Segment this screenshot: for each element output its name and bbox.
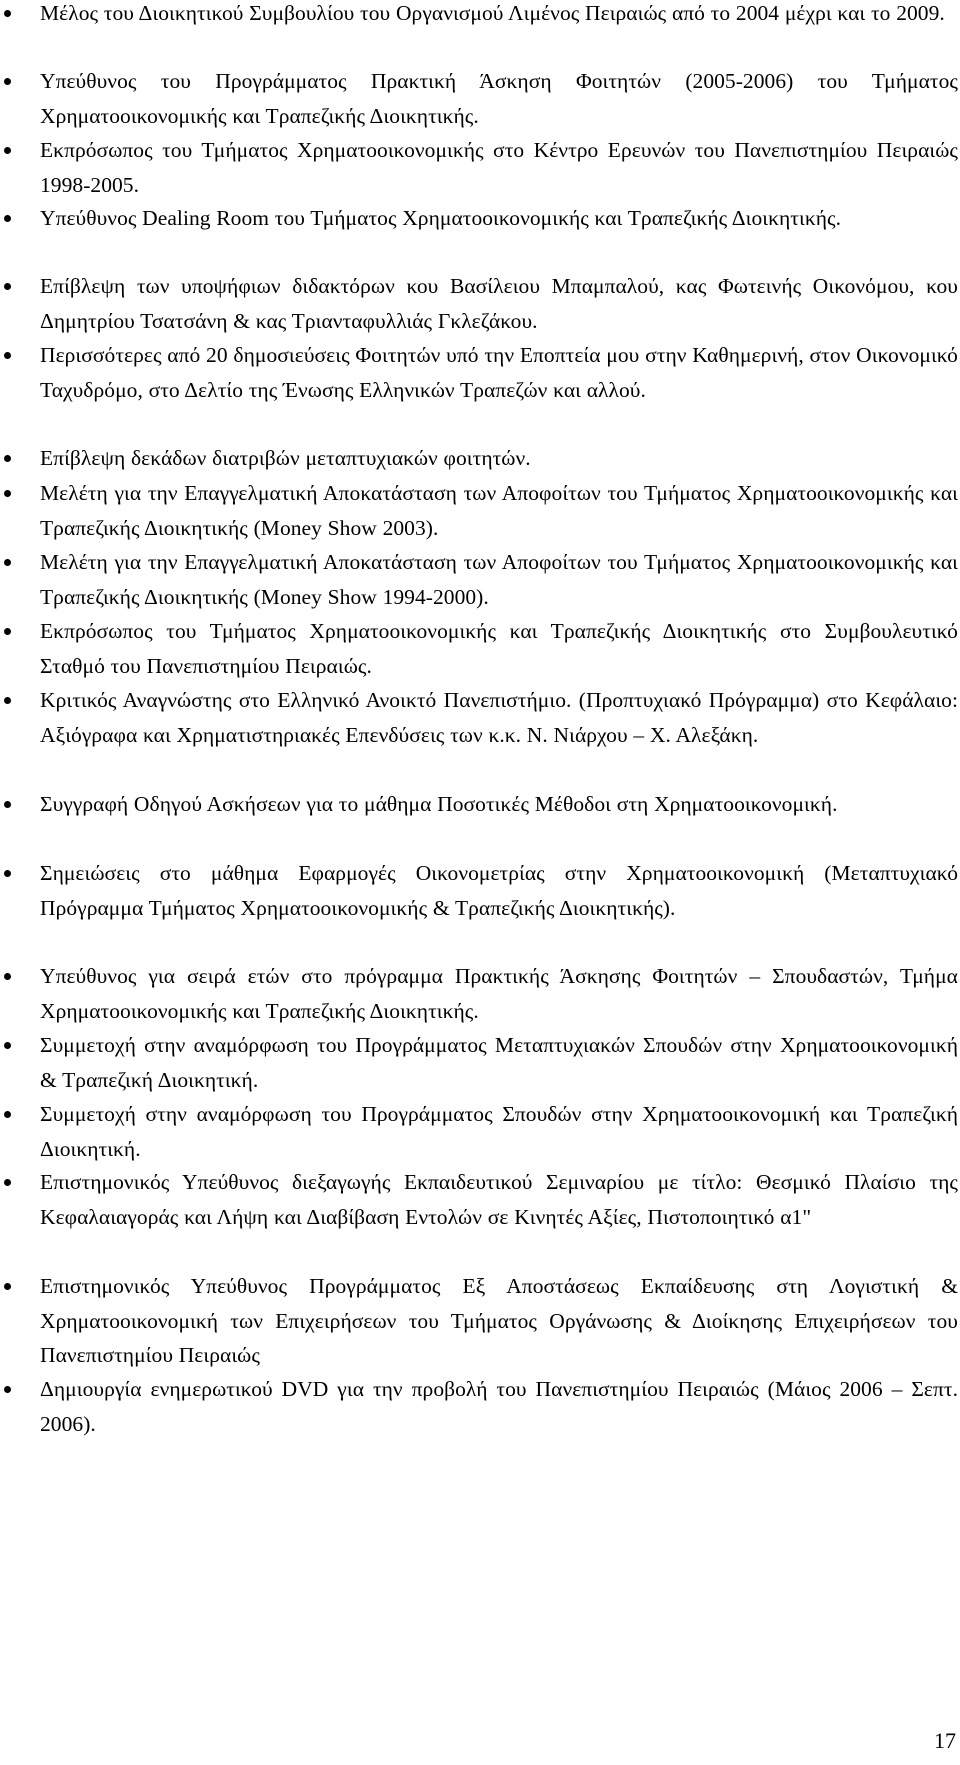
bullet-icon: [4, 1386, 11, 1393]
list-item-text: Κριτικός Αναγνώστης στο Ελληνικό Ανοικτό Πανεπιστήμιο. (Προπτυχιακό Πρόγραμμα) στο Κεφάλαιο: Αξιόγραφα και Χρηματιστηριακές Επενδύσεις των κ.κ. Ν. Νιάρχου – Χ. Αλεξάκη.: [40, 688, 958, 747]
list-item-text: Επιστημονικός Υπεύθυνος Προγράμματος Εξ Αποστάσεως Εκπαίδευσης στη Λογιστική & Χρηματοοικονομική των Επιχειρήσεων του Τμήματος Οργάνωσης & Διοίκησης Επιχειρήσεων του Πανεπιστημίου Πειραιώς: [40, 1274, 958, 1367]
list-item-text: Συγγραφή Οδηγού Ασκήσεων για το μάθημα Ποσοτικές Μέθοδοι στη Χρηματοοικονομική.: [40, 792, 838, 816]
list-item-text: Δημιουργία ενημερωτικού DVD για την προβολή του Πανεπιστημίου Πειραιώς (Μάιος 2006 – Σεπτ. 2006).: [40, 1377, 958, 1436]
list-item-text: Μελέτη για την Επαγγελματική Αποκατάσταση των Αποφοίτων του Τμήματος Χρηματοοικονομικής και Τραπεζικής Διοικητικής (Money Show 2003).: [40, 481, 958, 540]
list-item-text: Υπεύθυνος Dealing Room του Τμήματος Χρηματοοικονομικής και Τραπεζικής Διοικητικής.: [40, 206, 842, 230]
bullet-icon: [4, 1042, 11, 1049]
bullet-icon: [4, 455, 11, 462]
bullet-icon: [4, 490, 11, 497]
list-item-text: Σημειώσεις στο μάθημα Εφαρμογές Οικονομετρίας στην Χρηματοοικονομική (Μεταπτυχιακό Πρόγραμμα Τμήματος Χρηματοοικονομικής & Τραπεζικής Διοικητικής).: [40, 861, 958, 920]
bullet-icon: [4, 78, 11, 85]
bullet-icon: [4, 870, 11, 877]
bullet-icon: [4, 215, 11, 222]
bullet-icon: [4, 352, 11, 359]
list-item-text: Συμμετοχή στην αναμόρφωση του Προγράμματος Σπουδών στην Χρηματοοικονομική και Τραπεζική Διοικητική.: [40, 1102, 958, 1161]
list-item-text: Μέλος του Διοικητικού Συμβουλίου του Οργανισμού Λιμένος Πειραιώς από το 2004 μέχρι και το 2009.: [40, 1, 945, 25]
page-number: 17: [934, 1728, 956, 1753]
bullet-icon: [4, 147, 11, 154]
list-item-text: Συμμετοχή στην αναμόρφωση του Προγράμματος Μεταπτυχιακών Σπουδών στην Χρηματοοικονομική & Τραπεζική Διοικητική.: [40, 1033, 958, 1092]
bullet-icon: [4, 1283, 11, 1290]
bullet-icon: [4, 973, 11, 980]
bullet-icon: [4, 801, 11, 808]
bullet-icon: [4, 283, 11, 290]
bullet-icon: [4, 697, 11, 704]
list-item-text: Επιστημονικός Υπεύθυνος διεξαγωγής Εκπαιδευτικού Σεμιναρίου με τίτλο: Θεσμικό Πλαίσιο της Κεφαλαιαγοράς και Λήψη και Διαβίβαση Εντολών σε Κινητές Αξίες, Πιστοποιητικό α1": [40, 1170, 958, 1229]
list-item-text: Υπεύθυνος του Προγράμματος Πρακτική Άσκηση Φοιτητών (2005-2006) του Τμήματος Χρηματοοικονομικής και Τραπεζικής Διοικητικής.: [40, 69, 958, 128]
bullet-icon: [4, 10, 11, 17]
list-item-text: Περισσότερες από 20 δημοσιεύσεις Φοιτητών υπό την Εποπτεία μου στην Καθημερινή, στον Οικονομικό Ταχυδρόμο, στο Δελτίο της Ένωσης Ελληνικών Τραπεζών και αλλού.: [40, 343, 958, 402]
list-item-text: Μελέτη για την Επαγγελματική Αποκατάσταση των Αποφοίτων του Τμήματος Χρηματοοικονομικής και Τραπεζικής Διοικητικής (Money Show 1994-2000).: [40, 550, 958, 609]
bullet-icon: [4, 1179, 11, 1186]
bullet-icon: [4, 1111, 11, 1118]
list-item-text: Εκπρόσωπος του Τμήματος Χρηματοοικονομικής και Τραπεζικής Διοικητικής στο Συμβουλευτικό Σταθμό του Πανεπιστημίου Πειραιώς.: [40, 619, 958, 678]
bullet-icon: [4, 628, 11, 635]
bullet-icon: [4, 559, 11, 566]
list-item-text: Επίβλεψη των υποψήφιων διδακτόρων κου Βασίλειου Μπαμπαλού, κας Φωτεινής Οικονόμου, κου Δημητρίου Τσατσάνη & κας Τριανταφυλλιάς Γκλεζάκου.: [40, 274, 958, 333]
list-item-text: Επίβλεψη δεκάδων διατριβών μεταπτυχιακών φοιτητών.: [40, 446, 531, 470]
list-item-text: Εκπρόσωπος του Τμήματος Χρηματοοικονομικής στο Κέντρο Ερευνών του Πανεπιστημίου Πειραιώς 1998-2005.: [40, 138, 958, 197]
list-item-text: Υπεύθυνος για σειρά ετών στο πρόγραμμα Πρακτικής Άσκησης Φοιτητών – Σπουδαστών, Τμήμα Χρηματοοικονομικής και Τραπεζικής Διοικητικής.: [40, 964, 958, 1023]
